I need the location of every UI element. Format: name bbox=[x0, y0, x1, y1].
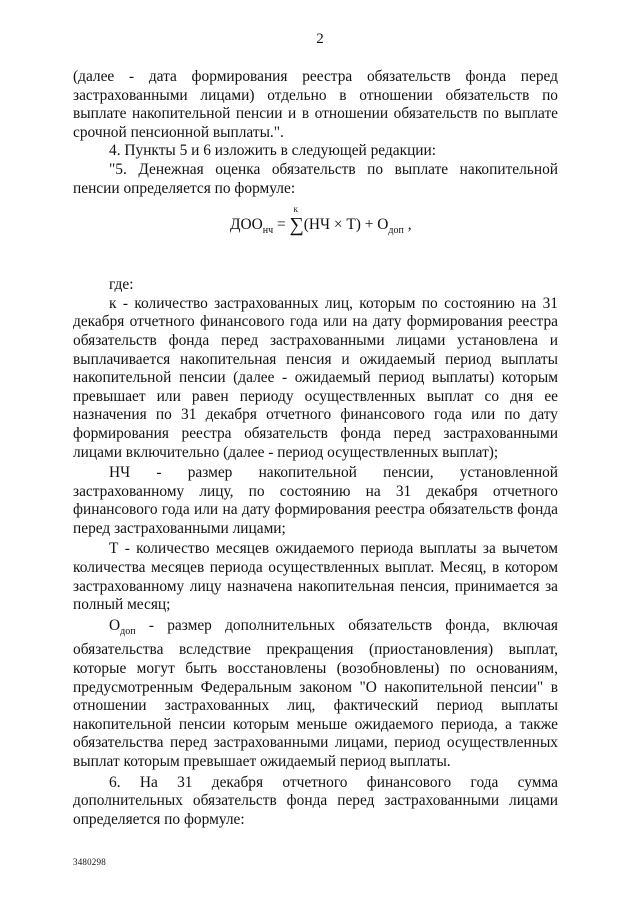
definition-text: - размер накопительной пенсии, установленной застрахованному лицу, по состоянию на 31 декабря отчетного финансового года или на дату формирования реестра обязательств фонда перед застрахованными лицами; bbox=[73, 464, 558, 537]
formula-block bbox=[73, 202, 558, 264]
sum-upper-limit: к bbox=[293, 204, 298, 215]
definition-symbol-subscript: доп bbox=[120, 625, 136, 637]
definition-t bbox=[73, 540, 558, 614]
formula-tail-subscript: доп bbox=[388, 225, 404, 237]
definition-symbol: к bbox=[109, 294, 117, 312]
where-label: где: bbox=[109, 276, 134, 294]
sigma-glyph: ∑ bbox=[289, 214, 304, 237]
formula-equals: = bbox=[273, 216, 290, 234]
paragraph-item-6: 6. На 31 декабря отчетного финансового года сумма дополнительных обязательств фонда перед застрахованными лицами определяется по формуле: bbox=[73, 773, 558, 828]
formula-lhs-subscript: нч bbox=[262, 225, 274, 237]
definition-text: - количество застрахованных лиц, которым по состоянию на 31 декабря отчетного финансового года или на дату формирования реестра обязательств фонда перед застрахованными лицами установлена и выплачивается накопительная пенсия и ожидаемый период выплаты накопительной пенсии (далее - ожидаемый период выплаты) которым превышает или равен периоду осуществленных выплат со дня ее назначения по 31 декабря отчетного финансового года или по дату формирования реестра обязательств фонда перед застрахованными лицами включительно (далее - период осуществленных выплат); bbox=[73, 294, 558, 461]
paragraph-item-5-intro: "5. Денежная оценка обязательств по выплате накопительной пенсии определяется по формуле: bbox=[73, 160, 558, 197]
sum-symbol bbox=[289, 204, 304, 237]
definition-text: - размер дополнительных обязательств фонда, включая обязательства вследствие прекращения (приостановления) выплат, которые могут быть восстановлены (возобновлены) по основаниям, предусмотренным Федеральным законом "О накопительной пенсии" в отношении застрахованных лиц, фактический период выплаты накопительной пенсии которым меньше ожидаемого периода, а также обязательства перед застрахованными лицами, период осуществленных выплат которым превышает ожидаемый период выплаты. bbox=[73, 616, 558, 770]
formula-doo bbox=[230, 204, 412, 241]
formula-lhs: ДОО bbox=[230, 216, 263, 234]
definition-k bbox=[73, 295, 558, 462]
paragraph-continuation: (далее - дата формирования реестра обязательств фонда перед застрахованными лицами) отдельно в отношении обязательств по выплате накопительной пенсии и в отношении обязательств по выплате срочной пенсионной выплаты.". bbox=[73, 68, 558, 141]
definition-symbol: НЧ bbox=[109, 464, 131, 482]
page-number: 2 bbox=[316, 31, 324, 47]
definition-symbol: Т bbox=[109, 540, 119, 558]
definition-odop bbox=[73, 617, 558, 772]
definition-text: - количество месяцев ожидаемого периода выплаты за вычетом количества месяцев периода осуществленных выплат. Месяц, в котором застрахованному лицу назначена накопительная пенсия, принимается за полный месяц; bbox=[73, 540, 558, 614]
formula-tail: , bbox=[403, 216, 412, 234]
definition-nch bbox=[73, 464, 558, 538]
document-body bbox=[73, 68, 558, 829]
definition-symbol: О bbox=[109, 616, 121, 634]
formula-body: (НЧ × Т) + О bbox=[303, 216, 389, 234]
paragraph-item-4: 4. Пункты 5 и 6 изложить в следующей редакции: bbox=[109, 142, 437, 160]
document-code: 3480298 bbox=[73, 857, 106, 867]
